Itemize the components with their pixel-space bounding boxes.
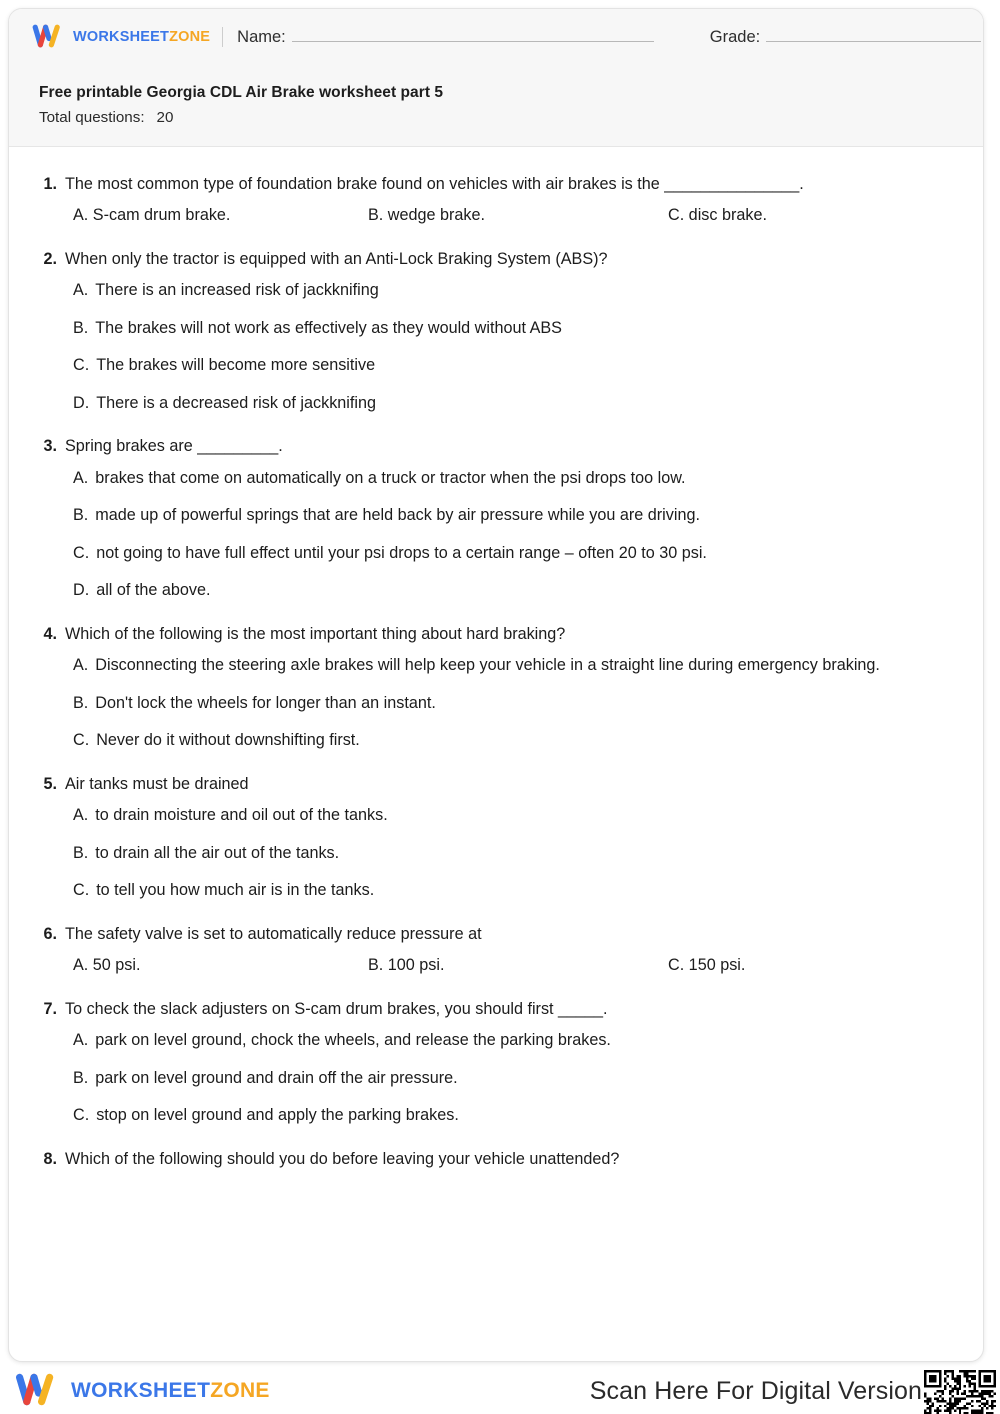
questions-list xyxy=(9,147,983,1171)
question-number: 3. xyxy=(43,437,57,456)
question-heading xyxy=(39,773,953,796)
question-text: When only the tractor is equipped with an Anti-Lock Braking System (ABS)? xyxy=(65,249,608,268)
question-item xyxy=(39,773,953,903)
answer-option-letter: A. xyxy=(73,656,89,675)
answer-option-text: There is an increased risk of jackknifing xyxy=(95,281,379,300)
name-field[interactable] xyxy=(237,28,654,47)
answer-option-text: Disconnecting the steering axle brakes will help keep your vehicle in a straight line during emergency braking. xyxy=(95,656,880,675)
answer-option[interactable] xyxy=(73,879,953,902)
answer-option[interactable] xyxy=(73,542,953,565)
answer-option-text: to drain all the air out of the tanks. xyxy=(95,843,340,862)
answer-option[interactable] xyxy=(73,354,953,377)
question-number: 7. xyxy=(43,999,57,1018)
answer-option-text: brakes that come on automatically on a truck or tractor when the psi drops too low. xyxy=(95,468,686,487)
answer-options xyxy=(39,279,953,415)
footer-brand-part1: WORKSHEET xyxy=(71,1379,211,1402)
grade-field[interactable] xyxy=(710,28,981,47)
worksheetzone-w-logo-icon xyxy=(31,24,65,50)
header-identity-row xyxy=(9,9,983,65)
worksheetzone-w-logo-icon xyxy=(14,1373,60,1409)
brand-logo xyxy=(31,24,210,50)
answer-option-text: The brakes will not work as effectively as they would without ABS xyxy=(95,318,562,337)
question-text: The safety valve is set to automatically reduce pressure at xyxy=(65,924,482,943)
worksheet-title-block xyxy=(9,65,983,130)
answer-option-letter: B. xyxy=(73,693,89,712)
answer-options xyxy=(39,954,953,977)
grade-input-line[interactable] xyxy=(766,28,981,42)
answer-option-text: Never do it without downshifting first. xyxy=(96,731,360,750)
answer-option[interactable] xyxy=(73,467,953,490)
answer-option[interactable] xyxy=(73,804,953,827)
answer-option-text: Don't lock the wheels for longer than an instant. xyxy=(95,693,436,712)
question-item xyxy=(39,173,953,228)
question-heading xyxy=(39,1148,953,1171)
answer-option-text: There is a decreased risk of jackknifing xyxy=(96,393,376,412)
answer-option[interactable] xyxy=(73,504,953,527)
question-heading xyxy=(39,998,953,1021)
answer-option-letter: B. xyxy=(73,506,89,525)
answer-option-letter: C. xyxy=(73,356,90,375)
answer-option-letter: C. xyxy=(73,881,90,900)
answer-option-text: not going to have full effect until your psi drops to a certain range – often 20 to 30 psi. xyxy=(96,543,707,562)
answer-option-letter: A. xyxy=(73,468,89,487)
scan-here-label: Scan Here For Digital Version xyxy=(589,1377,922,1405)
question-number: 1. xyxy=(43,175,57,193)
question-number: 6. xyxy=(43,924,57,943)
question-text: Spring brakes are _________. xyxy=(65,437,283,456)
grade-label: Grade: xyxy=(709,27,761,46)
answer-option-letter: B. xyxy=(73,1068,89,1087)
answer-option-letter: C. xyxy=(73,731,90,750)
answer-option[interactable]: A. S-cam drum brake. xyxy=(73,206,231,225)
answer-option[interactable] xyxy=(73,579,953,602)
answer-options xyxy=(39,1029,953,1127)
answer-option[interactable] xyxy=(73,842,953,865)
question-number: 2. xyxy=(43,249,57,268)
answer-options xyxy=(39,467,953,603)
page-title: Free printable Georgia CDL Air Brake worksheet part 5 xyxy=(39,84,444,101)
total-questions xyxy=(39,106,961,130)
answer-option[interactable] xyxy=(73,654,953,677)
answer-option[interactable]: A. 50 psi. xyxy=(73,956,141,975)
brand-wordmark-part2: ZONE xyxy=(169,29,211,45)
answer-option[interactable]: B. wedge brake. xyxy=(368,206,485,225)
answer-option[interactable] xyxy=(73,692,953,715)
header-divider xyxy=(222,27,223,47)
question-item xyxy=(39,1148,953,1171)
question-heading xyxy=(39,623,953,646)
answer-option-letter: B. xyxy=(73,318,89,337)
question-heading xyxy=(39,173,953,196)
question-item xyxy=(39,623,953,753)
answer-option-text: The brakes will become more sensitive xyxy=(96,356,376,375)
answer-option-text: park on level ground and drain off the air pressure. xyxy=(95,1068,458,1087)
answer-option-text: to drain moisture and oil out of the tanks. xyxy=(95,806,388,825)
answer-option[interactable] xyxy=(73,729,953,752)
qr-code-icon[interactable] xyxy=(924,1370,996,1414)
name-input-line[interactable] xyxy=(292,28,654,42)
answer-option[interactable] xyxy=(73,317,953,340)
answer-option[interactable]: B. 100 psi. xyxy=(368,956,445,975)
answer-options xyxy=(39,804,953,902)
answer-option-letter: C. xyxy=(73,1106,90,1125)
answer-option-letter: A. xyxy=(73,281,89,300)
answer-option[interactable] xyxy=(73,1029,953,1052)
total-questions-label: Total questions: xyxy=(39,109,145,127)
question-item xyxy=(39,923,953,978)
question-text: To check the slack adjusters on S-cam drum brakes, you should first _____. xyxy=(65,999,608,1018)
page-footer xyxy=(0,1368,1000,1414)
question-text: Which of the following is the most important thing about hard braking? xyxy=(65,624,566,643)
question-item xyxy=(39,248,953,415)
question-number: 5. xyxy=(43,774,57,793)
question-heading xyxy=(39,435,953,458)
answer-options xyxy=(39,654,953,752)
answer-option-text: all of the above. xyxy=(96,581,211,600)
question-text: The most common type of foundation brake found on vehicles with air brakes is the _______________. xyxy=(65,175,804,193)
answer-option-text: park on level ground, chock the wheels, and release the parking brakes. xyxy=(95,1031,611,1050)
answer-option-letter: B. xyxy=(73,843,89,862)
worksheet-card xyxy=(8,8,984,1362)
answer-option-letter: A. xyxy=(73,806,89,825)
answer-option[interactable]: C. 150 psi. xyxy=(668,956,746,975)
question-number: 4. xyxy=(43,624,57,643)
answer-option[interactable]: C. disc brake. xyxy=(668,206,767,225)
question-text: Which of the following should you do before leaving your vehicle unattended? xyxy=(65,1149,620,1168)
question-heading xyxy=(39,248,953,271)
total-questions-value: 20 xyxy=(156,109,174,127)
answer-option[interactable] xyxy=(73,279,953,302)
answer-option-text: stop on level ground and apply the parking brakes. xyxy=(96,1106,459,1125)
name-label: Name: xyxy=(237,27,286,46)
answer-option-letter: A. xyxy=(73,1031,89,1050)
answer-option[interactable] xyxy=(73,1067,953,1090)
question-number: 8. xyxy=(43,1149,57,1168)
answer-options xyxy=(39,204,953,227)
answer-option-text: to tell you how much air is in the tanks. xyxy=(96,881,375,900)
question-heading xyxy=(39,923,953,946)
footer-brand-wordmark xyxy=(71,1379,270,1403)
answer-option-letter: D. xyxy=(73,581,90,600)
footer-brand-part2: ZONE xyxy=(210,1379,270,1402)
answer-option[interactable] xyxy=(73,1104,953,1127)
brand-wordmark-part1: WORKSHEET xyxy=(73,29,170,45)
answer-option-letter: C. xyxy=(73,543,90,562)
question-text: Air tanks must be drained xyxy=(65,774,249,793)
question-item xyxy=(39,998,953,1128)
question-item xyxy=(39,435,953,602)
footer-brand-logo xyxy=(14,1373,270,1409)
worksheet-header xyxy=(9,9,983,147)
answer-option[interactable] xyxy=(73,392,953,415)
answer-option-letter: D. xyxy=(73,393,90,412)
answer-option-text: made up of powerful springs that are held back by air pressure while you are driving. xyxy=(95,506,700,525)
brand-wordmark xyxy=(73,29,210,45)
